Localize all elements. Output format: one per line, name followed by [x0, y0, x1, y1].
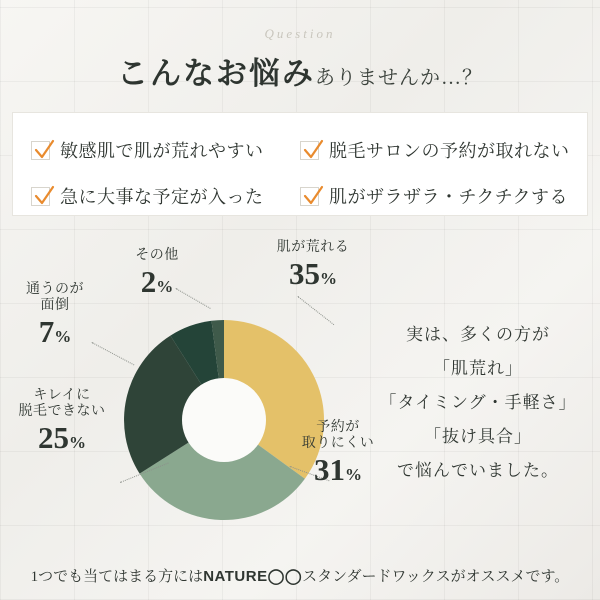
chart-label-value: 35% [289, 256, 337, 292]
chart-label-not-clean [4, 388, 120, 456]
brand-name: NATURE◯◯ [203, 568, 303, 585]
chart-area [0, 226, 600, 542]
chart-label-value: 31% [314, 452, 362, 488]
checklist-item-label: 肌がザラザラ・チクチクする [329, 187, 569, 207]
chart-label-caption: 予約が [316, 420, 360, 435]
check-icon [31, 187, 50, 206]
check-icon [300, 187, 319, 206]
summary-text [372, 318, 584, 488]
checklist-item-3[interactable] [31, 173, 300, 219]
chart-label-caption: 肌が荒れる [276, 240, 350, 255]
summary-line: 「タイミング・手軽さ」 [379, 393, 577, 412]
chart-label-value: 7% [38, 314, 72, 350]
summary-line: 「抜け具合」 [424, 427, 532, 446]
chart-label-value: 25% [38, 420, 86, 456]
chart-label-caption: 脱毛できない [18, 404, 106, 420]
chart-label-caption: キレイに [33, 388, 91, 403]
checklist-item-label: 脱毛サロンの予約が取れない [329, 141, 570, 161]
chart-label-troublesome [8, 282, 102, 350]
checklist-item-label: 急に大事な予定が入った [60, 187, 264, 207]
chart-label-skin-rough [258, 240, 368, 292]
chart-label-other [112, 248, 202, 300]
checklist-item-2[interactable] [300, 127, 569, 173]
chart-label-caption: その他 [135, 248, 179, 263]
chart-label-caption: 面倒 [40, 298, 70, 314]
checklist-panel [12, 112, 588, 216]
checklist-item-4[interactable] [300, 173, 569, 219]
footer-note [0, 565, 600, 586]
footer-post: スタンダードワックスがオススメです。 [302, 569, 570, 585]
footer-pre: 1つでも当てはまる方には [30, 569, 204, 585]
checklist-item-label: 敏感肌で肌が荒れやすい [60, 141, 264, 161]
chart-label-caption: 取りにくい [301, 436, 375, 452]
checklist-item-1[interactable] [31, 127, 300, 173]
summary-line: 実は、多くの方が [406, 325, 550, 344]
check-icon [31, 141, 50, 160]
chart-label-caption: 通うのが [26, 282, 84, 297]
summary-line: 「肌荒れ」 [433, 359, 523, 378]
page-title-sub: ありませんか…？ [315, 67, 483, 89]
summary-line: で悩んでいました。 [397, 461, 559, 480]
check-icon [300, 141, 319, 160]
question-script-label: Question [264, 26, 336, 41]
page-title-main: こんなお悩み [117, 56, 315, 91]
page-title [0, 48, 600, 93]
chart-label-value: 2% [140, 264, 174, 300]
